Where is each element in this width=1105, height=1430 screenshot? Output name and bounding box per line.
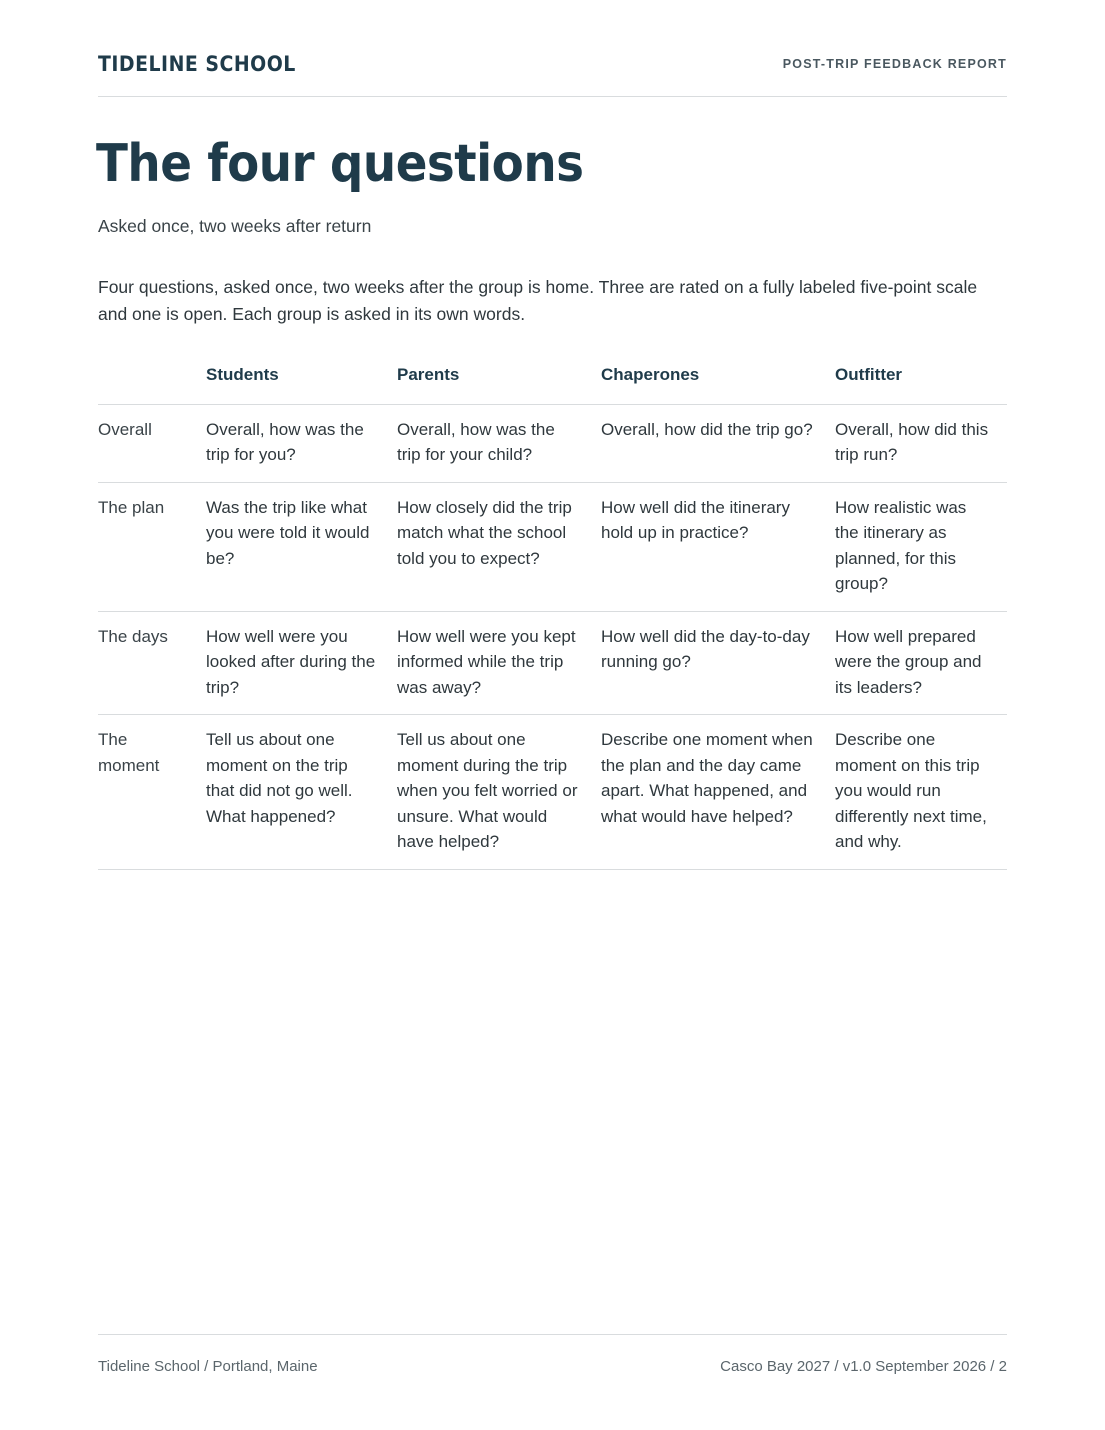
table-row bbox=[98, 611, 1007, 715]
questions-table bbox=[98, 350, 1007, 870]
table-cell: How well were you kept informed while the trip was away? bbox=[397, 611, 601, 715]
table-cell: How well prepared were the group and its leaders? bbox=[835, 611, 1007, 715]
footer-location: Tideline School / Portland, Maine bbox=[98, 1358, 318, 1375]
table-cell: Overall, how did the trip go? bbox=[601, 404, 835, 482]
intro-paragraph: Four questions, asked once, two weeks after the group is home. Three are rated on a fully labeled five-point scale and one is open. Each group is asked in its own words. bbox=[98, 277, 978, 324]
table-cell: How well were you looked after during the trip? bbox=[206, 611, 397, 715]
column-header-parents: Parents bbox=[397, 350, 601, 404]
column-header-blank bbox=[98, 350, 206, 404]
table-row bbox=[98, 404, 1007, 482]
page-subtitle: Asked once, two weeks after return bbox=[98, 216, 372, 236]
table-row bbox=[98, 482, 1007, 611]
table-cell: How closely did the trip match what the school told you to expect? bbox=[397, 482, 601, 611]
table-cell: Describe one moment on this trip you would run differently next time, and why. bbox=[835, 715, 1007, 870]
footer-version: Casco Bay 2027 / v1.0 September 2026 / 2 bbox=[720, 1358, 1007, 1375]
table-row bbox=[98, 715, 1007, 870]
row-label: The plan bbox=[98, 482, 206, 611]
table-cell: How well did the day-to-day running go? bbox=[601, 611, 835, 715]
page-footer bbox=[98, 1334, 1007, 1375]
page-header bbox=[98, 50, 1007, 97]
report-page bbox=[98, 0, 1007, 1430]
column-header-students: Students bbox=[206, 350, 397, 404]
report-label: POST-TRIP FEEDBACK REPORT bbox=[782, 57, 1007, 71]
row-label: The moment bbox=[98, 715, 206, 870]
table-cell: Overall, how was the trip for your child? bbox=[397, 404, 601, 482]
table-header-row bbox=[98, 350, 1007, 404]
table-cell: Overall, how was the trip for you? bbox=[206, 404, 397, 482]
table-cell: Tell us about one moment on the trip that did not go well. What happened? bbox=[206, 715, 397, 870]
row-label: The days bbox=[98, 611, 206, 715]
table-cell: How realistic was the itinerary as planned, for this group? bbox=[835, 482, 1007, 611]
table-cell: How well did the itinerary hold up in practice? bbox=[601, 482, 835, 611]
school-brand: TIDELINE SCHOOL bbox=[98, 52, 296, 76]
column-header-chaperones: Chaperones bbox=[601, 350, 835, 404]
column-header-outfitter: Outfitter bbox=[835, 350, 1007, 404]
page-title: The four questions bbox=[96, 134, 584, 194]
row-label: Overall bbox=[98, 404, 206, 482]
table-cell: Describe one moment when the plan and the day came apart. What happened, and what would have helped? bbox=[601, 715, 835, 870]
table-cell: Tell us about one moment during the trip when you felt worried or unsure. What would have helped? bbox=[397, 715, 601, 870]
table-cell: Overall, how did this trip run? bbox=[835, 404, 1007, 482]
table-cell: Was the trip like what you were told it would be? bbox=[206, 482, 397, 611]
